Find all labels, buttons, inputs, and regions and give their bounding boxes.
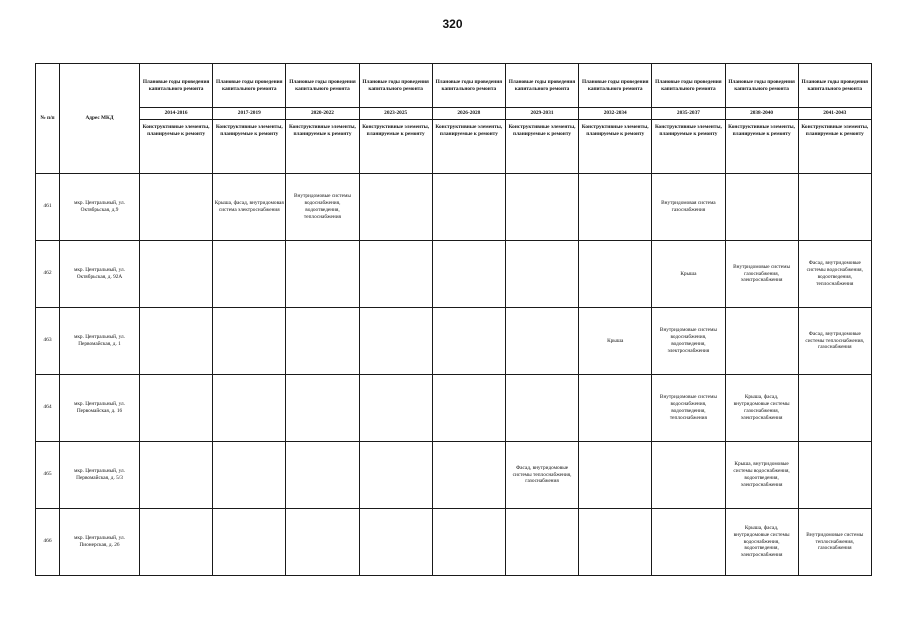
repair-cell (798, 442, 871, 509)
repair-cell: Внутридомовые системы газоснабжения, электроснабжения (725, 241, 798, 308)
repair-cell (286, 442, 359, 509)
repair-cell: Внутридомовые системы теплоснабжения, газоснабжения (798, 509, 871, 576)
repair-cell: Фасад, внутридомовые системы теплоснабжения, газоснабжения (798, 308, 871, 375)
period-subheader: Конструктивные элементы, планируемые к ремонту (213, 120, 286, 174)
repair-cell (359, 174, 432, 241)
repair-cell (359, 509, 432, 576)
period-title: Плановые годы проведения капитального ремонта (798, 64, 871, 108)
repair-cell (579, 509, 652, 576)
row-number: 461 (36, 174, 60, 241)
repair-cell (359, 375, 432, 442)
row-address: мкр. Центральный, ул. Первомайская, д. 16 (60, 375, 140, 442)
period-years: 2035-2037 (652, 108, 725, 120)
row-address: мкр. Центральный, ул. Пионерская, д. 26 (60, 509, 140, 576)
repair-cell: Фасад, внутридомовые системы теплоснабжения, газоснабжения (505, 442, 578, 509)
repair-cell: Внутридомовые системы водоснабжения, водоотведения, электроснабжения (652, 308, 725, 375)
table-row (36, 308, 872, 375)
repair-cell (286, 241, 359, 308)
repair-cell (359, 308, 432, 375)
repair-cell (140, 174, 213, 241)
number-header: № п/п (36, 64, 60, 174)
period-title: Плановые годы проведения капитального ремонта (286, 64, 359, 108)
repair-cell: Внутридомовые системы водоснабжения, водоотведения, теплоснабжения (652, 375, 725, 442)
repair-cell (505, 509, 578, 576)
period-years: 2014-2016 (140, 108, 213, 120)
period-years: 2017-2019 (213, 108, 286, 120)
period-years: 2041-2043 (798, 108, 871, 120)
repair-cell: Крыша (652, 241, 725, 308)
repair-cell (432, 174, 505, 241)
repair-cell (140, 375, 213, 442)
repair-cell (286, 375, 359, 442)
row-number: 466 (36, 509, 60, 576)
table-header (36, 64, 872, 174)
repair-cell (140, 509, 213, 576)
repair-cell: Крыша, фасад, внутридомовые системы водоснабжения, водоотведения, электроснабжения (725, 509, 798, 576)
repair-cell (725, 174, 798, 241)
repair-cell (579, 442, 652, 509)
period-title: Плановые годы проведения капитального ремонта (579, 64, 652, 108)
repair-cell (579, 174, 652, 241)
row-address: мкр. Центральный, ул. Октябрьская, д.9 (60, 174, 140, 241)
repair-cell (213, 442, 286, 509)
period-title-row (36, 64, 872, 108)
period-years-row (36, 108, 872, 120)
repair-cell: Крыша, фасад, внутридомовые системы газоснабжения, электроснабжения (725, 375, 798, 442)
row-address: мкр. Центральный, ул. Первомайская, д. 5/3 (60, 442, 140, 509)
row-address: мкр. Центральный, ул. Первомайская, д. 1 (60, 308, 140, 375)
repair-cell: Внутридомовая система газоснабжения (652, 174, 725, 241)
period-subheader: Конструктивные элементы, планируемые к ремонту (140, 120, 213, 174)
period-subheader: Конструктивные элементы, планируемые к ремонту (652, 120, 725, 174)
period-subheader: Конструктивные элементы, планируемые к ремонту (798, 120, 871, 174)
repair-cell (505, 174, 578, 241)
period-title: Плановые годы проведения капитального ремонта (140, 64, 213, 108)
repair-cell (286, 509, 359, 576)
row-number: 465 (36, 442, 60, 509)
repair-cell (579, 241, 652, 308)
repair-cell (798, 174, 871, 241)
repair-cell: Крыша, внутридомовые системы водоснабжения, водоотведения, электроснабжения (725, 442, 798, 509)
repair-cell (432, 308, 505, 375)
repair-cell (725, 308, 798, 375)
period-years: 2023-2025 (359, 108, 432, 120)
repair-cell (359, 442, 432, 509)
repair-cell (432, 241, 505, 308)
page-number: 320 (442, 17, 463, 31)
table-row (36, 509, 872, 576)
repair-cell: Крыша, фасад, внутридомовая система электроснабжения (213, 174, 286, 241)
period-subheader: Конструктивные элементы, планируемые к ремонту (286, 120, 359, 174)
repair-cell (213, 241, 286, 308)
repair-schedule-table (35, 63, 872, 576)
period-years: 2029-2031 (505, 108, 578, 120)
repair-cell (579, 375, 652, 442)
repair-cell: Внутридомовые системы водоснабжения, водоотведения, теплоснабжения (286, 174, 359, 241)
repair-cell (652, 442, 725, 509)
period-subheader: Конструктивные элементы, планируемые к ремонту (579, 120, 652, 174)
repair-cell (505, 241, 578, 308)
table-row (36, 174, 872, 241)
repair-cell (359, 241, 432, 308)
address-header: Адрес МКД (60, 64, 140, 174)
table-body (36, 174, 872, 576)
period-years: 2038-2040 (725, 108, 798, 120)
period-title: Плановые годы проведения капитального ремонта (725, 64, 798, 108)
repair-cell (432, 375, 505, 442)
row-address: мкр. Центральный, ул. Октябрьская, д. 92А (60, 241, 140, 308)
repair-cell (432, 442, 505, 509)
period-title: Плановые годы проведения капитального ремонта (213, 64, 286, 108)
row-number: 464 (36, 375, 60, 442)
repair-cell (505, 375, 578, 442)
repair-cell (432, 509, 505, 576)
period-title: Плановые годы проведения капитального ремонта (505, 64, 578, 108)
repair-cell (286, 308, 359, 375)
repair-cell (213, 509, 286, 576)
period-years: 2020-2022 (286, 108, 359, 120)
repair-cell: Фасад, внутридомовые системы водоснабжения, водоотведения, теплоснабжения (798, 241, 871, 308)
period-title: Плановые годы проведения капитального ремонта (652, 64, 725, 108)
table-row (36, 442, 872, 509)
row-number: 463 (36, 308, 60, 375)
repair-cell (140, 442, 213, 509)
repair-cell: Крыша (579, 308, 652, 375)
period-years: 2026-2028 (432, 108, 505, 120)
repair-cell (213, 308, 286, 375)
table-row (36, 375, 872, 442)
row-number: 462 (36, 241, 60, 308)
repair-cell (652, 509, 725, 576)
period-subheader: Конструктивные элементы, планируемые к ремонту (725, 120, 798, 174)
period-years: 2032-2034 (579, 108, 652, 120)
repair-cell (213, 375, 286, 442)
repair-cell (140, 241, 213, 308)
period-title: Плановые годы проведения капитального ремонта (432, 64, 505, 108)
period-subheader-row (36, 120, 872, 174)
period-subheader: Конструктивные элементы, планируемые к ремонту (505, 120, 578, 174)
period-subheader: Конструктивные элементы, планируемые к ремонту (432, 120, 505, 174)
table-row (36, 241, 872, 308)
repair-cell (505, 308, 578, 375)
repair-cell (798, 375, 871, 442)
period-title: Плановые годы проведения капитального ремонта (359, 64, 432, 108)
period-subheader: Конструктивные элементы, планируемые к ремонту (359, 120, 432, 174)
repair-cell (140, 308, 213, 375)
